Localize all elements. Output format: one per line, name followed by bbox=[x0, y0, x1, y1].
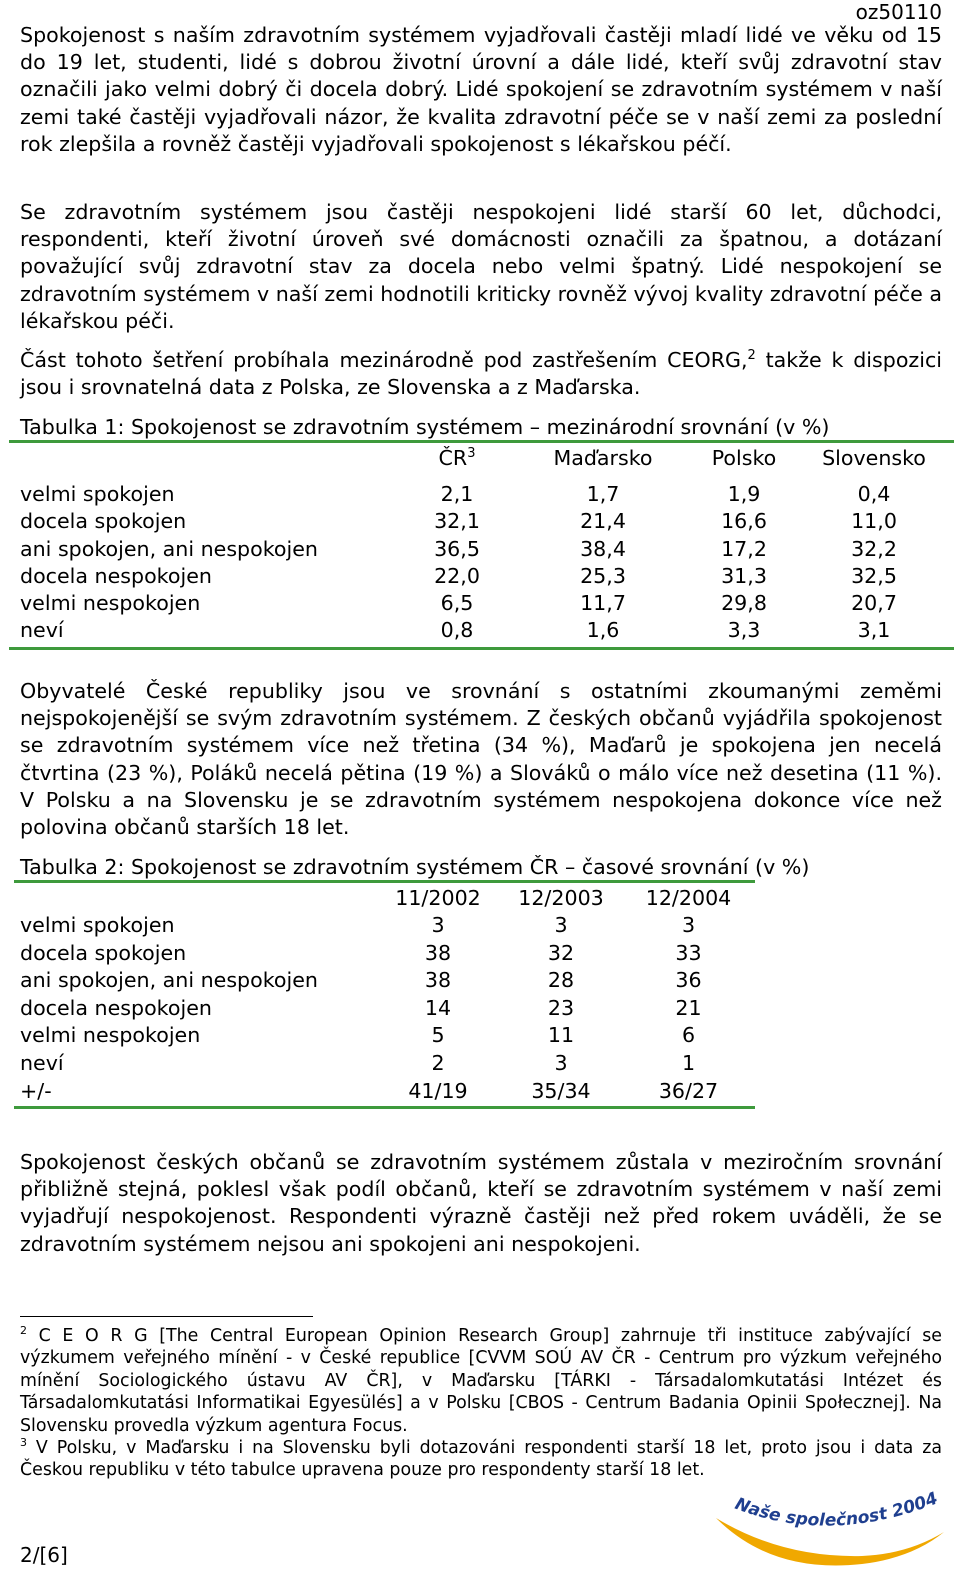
paragraph-international-summary: Obyvatelé České republiky jsou ve srovnání s ostatními zkoumanými zeměmi nejspokojenější se svým zdravotním systémem. Z českých občanů vyjádřila spokojenost se zdravotním systémem více než třetina (34 %), Maďarů je spokojena jen necelá čtvrtina (23 %), Poláků necelá pětina (19 %) a Slováků o málo více než desetina (11 %). V Polsku a na Slovensku je se zdravotním systémem nespokojena dokonce více než polovina občanů starších 18 let. bbox=[20, 679, 942, 840]
cell-value: 22,0 bbox=[434, 563, 480, 588]
page-number: 2/[6] bbox=[20, 1543, 68, 1567]
row-label: velmi spokojen bbox=[20, 482, 175, 506]
cell-value: 41/19 bbox=[408, 1078, 468, 1103]
table1-header-cz: $ČR^3$ bbox=[438, 446, 476, 470]
footnote-3-text: V Polsku, v Maďarsku i na Slovensku byli dotazováni respondenti starší 18 let, proto jsou i data za Českou republiku v této tabulce upravena pouze pro respondenty starší 18 let. bbox=[20, 1438, 943, 1481]
paragraph-dissatisfied-groups: Se zdravotním systémem jsou častěji nespokojeni lidé starší 60 let, důchodci, respondenti, kteří životní úroveň své domácnosti označili za špatnou, a dotázaní považující svůj zdravotní stav za docela nebo velmi špatný. Lidé nespokojení se zdravotním systémem v naší zemi hodnotili kriticky rovněž vývoj kvality zdravotní péče a lékařskou péči. bbox=[20, 200, 942, 333]
footnote-ref-2[interactable]: 2 bbox=[747, 348, 756, 364]
cell-value: 21,4 bbox=[580, 509, 626, 534]
cell-value: 0,8 bbox=[440, 618, 474, 643]
footnote-3 bbox=[20, 1437, 942, 1482]
table1-caption: Tabulka 1: Spokojenost se zdravotním systémem – mezinárodní srovnání (v %) bbox=[20, 415, 830, 439]
table1-header-hu: Maďarsko bbox=[553, 446, 653, 470]
logo-text: Naše společnost 2004 bbox=[732, 1488, 941, 1531]
table-time-comparison bbox=[20, 885, 755, 1105]
cell-value: 35/34 bbox=[531, 1078, 591, 1103]
footnote-2 bbox=[20, 1325, 942, 1437]
cell-value: 1,6 bbox=[586, 618, 620, 643]
table-row bbox=[20, 995, 755, 1023]
cell-value: 38,4 bbox=[580, 536, 626, 561]
nase-spolecnost-logo bbox=[712, 1488, 948, 1570]
cell-value: 32 bbox=[547, 940, 575, 965]
table2-header-2004: 12/2004 bbox=[645, 886, 732, 910]
table2-top-rule bbox=[14, 880, 755, 883]
row-label: velmi nespokojen bbox=[20, 591, 201, 616]
cell-value: 5 bbox=[431, 1023, 445, 1048]
table-row bbox=[20, 536, 950, 563]
table2-header-2002: 11/2002 bbox=[395, 886, 481, 910]
cell-value: 36/27 bbox=[658, 1078, 719, 1103]
cell-value: 32,2 bbox=[851, 536, 897, 561]
cell-value: 6 bbox=[681, 1023, 696, 1048]
cell-value: 29,8 bbox=[721, 591, 767, 616]
row-label: docela spokojen bbox=[20, 940, 187, 965]
cell-value: 32,5 bbox=[851, 563, 897, 588]
table2-bottom-rule bbox=[14, 1106, 755, 1109]
cell-value: 2 bbox=[431, 1050, 445, 1075]
cell-value: 6,5 bbox=[440, 591, 474, 616]
paragraph-time-summary: Spokojenost českých občanů se zdravotním systémem zůstala v meziročním srovnání přibližně stejná, poklesl však podíl občanů, kteří se zdravotním systémem v naší zemi vyjadřují nespokojenost. Respondenti výrazně častěji než před rokem uváděli, že se zdravotním systémem nejsou ani spokojeni ani nespokojeni. bbox=[20, 1150, 942, 1256]
cell-value: 36 bbox=[675, 968, 702, 993]
row-label: docela nespokojen bbox=[20, 995, 212, 1020]
ceorg-text-end: takže k dispozici jsou i srovnatelná data z Polska, ze Slovenska a z Maďarska. bbox=[20, 348, 943, 400]
table-row bbox=[20, 967, 755, 995]
cell-value: 36,5 bbox=[434, 536, 480, 561]
cell-value: 1 bbox=[681, 1050, 696, 1075]
cell-value: 38 bbox=[424, 968, 452, 993]
cell-value: 17,2 bbox=[721, 536, 767, 561]
table1-header-row bbox=[20, 446, 950, 481]
cell-value: 3 bbox=[681, 913, 696, 937]
table-row bbox=[20, 617, 950, 644]
row-label: docela nespokojen bbox=[20, 563, 212, 588]
table1-header-sk: Slovensko bbox=[822, 446, 926, 470]
paragraph-satisfied-groups: Spokojenost s naším zdravotním systémem vyjadřovali častěji mladí lidé ve věku od 15 do 19 let, studenti, lidé s dobrou životní úrovní a dále lidé, kteří svůj zdravotní stav označili jako velmi dobrý či docela dobrý. Lidé spokojení se zdravotním systémem v naší zemi také častěji vyjadřovali názor, že kvalita zdravotní péče se v naší zemi za poslední rok zlepšila a rovněž častěji vyjadřovali spokojenost s lékařskou péčí. bbox=[20, 23, 942, 156]
cell-value: 2,1 bbox=[440, 482, 474, 506]
cell-value: 23 bbox=[547, 995, 575, 1020]
cell-value: 33 bbox=[675, 940, 702, 965]
cell-value: 1,7 bbox=[586, 482, 620, 506]
cell-value: 11 bbox=[547, 1023, 575, 1048]
cell-value: 38 bbox=[424, 940, 452, 965]
table1-header-pl: Polsko bbox=[711, 446, 777, 470]
row-label: neví bbox=[20, 1050, 64, 1075]
row-label: neví bbox=[20, 618, 64, 643]
cell-value: 16,6 bbox=[721, 509, 767, 534]
footnote-separator bbox=[20, 1316, 313, 1317]
footnote-ref-3[interactable]: 3 bbox=[467, 446, 476, 462]
document-code: oz50110 bbox=[855, 0, 942, 24]
table-row bbox=[20, 1022, 755, 1050]
ceorg-text-start: Část tohoto šetření probíhala mezinárodně pod zastřešením CEORG, bbox=[20, 348, 748, 372]
table2-header-empty bbox=[20, 885, 376, 912]
cell-value: 11,0 bbox=[851, 509, 897, 534]
table-row bbox=[20, 590, 950, 617]
row-label: docela spokojen bbox=[20, 509, 187, 534]
table1-header-empty bbox=[20, 446, 398, 481]
cell-value: 25,3 bbox=[580, 563, 626, 588]
cell-value: 14 bbox=[424, 995, 452, 1020]
cell-value: 20,7 bbox=[851, 591, 897, 616]
table-row bbox=[20, 1050, 755, 1078]
row-label: ani spokojen, ani nespokojen bbox=[20, 968, 318, 993]
cell-value: 3,1 bbox=[857, 618, 891, 643]
cell-value: 0,4 bbox=[857, 482, 891, 506]
cell-value: 28 bbox=[547, 968, 575, 993]
paragraph-ceorg bbox=[20, 347, 942, 401]
cell-value: 3 bbox=[554, 1050, 568, 1075]
table2-header-2003: 12/2003 bbox=[518, 886, 604, 910]
table-row bbox=[20, 912, 755, 940]
cell-value: 1,9 bbox=[727, 482, 761, 506]
table1-bottom-rule bbox=[9, 647, 954, 650]
footnote-2-mark: 2 bbox=[20, 1324, 27, 1338]
table-row bbox=[20, 508, 950, 535]
table-row bbox=[20, 563, 950, 590]
row-label: +/- bbox=[20, 1078, 52, 1103]
cell-value: 3,3 bbox=[727, 618, 761, 643]
table2-caption: Tabulka 2: Spokojenost se zdravotním systémem ČR – časové srovnání (v %) bbox=[20, 855, 810, 879]
table-international-comparison bbox=[20, 446, 950, 645]
cell-value: 21 bbox=[675, 995, 702, 1020]
table-row bbox=[20, 481, 950, 508]
footnote-3-mark: 3 bbox=[20, 1436, 27, 1450]
row-label: velmi spokojen bbox=[20, 913, 175, 937]
cell-value: 3 bbox=[431, 913, 445, 937]
table1-top-rule bbox=[9, 440, 954, 443]
cell-value: 31,3 bbox=[721, 563, 767, 588]
table2-header-row bbox=[20, 885, 755, 912]
cell-value: 32,1 bbox=[434, 509, 480, 534]
table-row bbox=[20, 940, 755, 968]
footnote-2-text: C E O R G [The Central European Opinion Research Group] zahrnuje tři instituce zabývající se výzkumem veřejného mínění - v České republice [CVVM SOÚ AV ČR - Centrum pro výzkum veřejného mínění Sociologického ústavu AV ČR], v Maďarsku [TÁRKI - Társadalomkutatási Intézet és Társadalomkutatási Informatikai Egyesülés] a v Polsku [CBOS - Centrum Badania Opinii Społecznej]. Na Slovensku provedla výzkum agentura Focus. bbox=[20, 1326, 942, 1436]
cell-value: 3 bbox=[554, 913, 568, 937]
row-label: ani spokojen, ani nespokojen bbox=[20, 536, 318, 561]
row-label: velmi nespokojen bbox=[20, 1023, 201, 1048]
cell-value: 11,7 bbox=[580, 591, 626, 616]
table-row bbox=[20, 1078, 755, 1106]
